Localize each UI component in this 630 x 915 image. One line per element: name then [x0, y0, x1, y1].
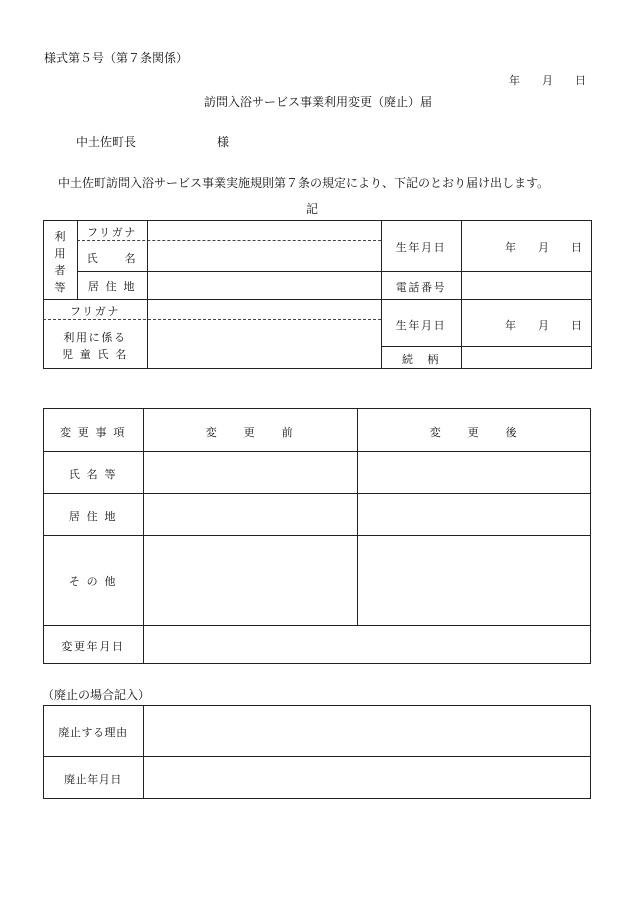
abolition-note: （廃止の場合記入） — [42, 688, 151, 702]
change-item-header: 変 更 事 項 — [59, 426, 127, 439]
relation-label: 続 柄 — [402, 353, 440, 366]
other-after-field[interactable] — [358, 536, 590, 625]
abolition-reason-label: 廃止する理由 — [58, 726, 128, 739]
name-label: 氏 名 — [86, 252, 138, 265]
applicant-phone-field[interactable] — [462, 272, 591, 299]
form-number: 様式第５号（第７条関係） — [44, 51, 189, 65]
child-name-label-1: 利用に係る — [63, 331, 127, 344]
change-after-header: 変 更 後 — [429, 426, 519, 439]
honorific: 様 — [217, 135, 230, 149]
body-text: 中土佐町訪問入浴サービス事業実施規則第７条の規定により、下記のとおり届け出します。 — [58, 176, 550, 190]
abolition-reason-field[interactable] — [144, 706, 590, 756]
submission-date: 年 月 日 — [509, 74, 586, 87]
change-row-address: 居 住 地 — [68, 510, 118, 523]
abolition-date-label: 廃止年月日 — [64, 773, 122, 786]
address-before-field[interactable] — [144, 494, 356, 535]
address-after-field[interactable] — [358, 494, 590, 535]
other-before-field[interactable] — [144, 536, 356, 625]
phone-label: 電話番号 — [395, 281, 447, 294]
document-title: 訪問入浴サービス事業利用変更（廃止）届 — [204, 95, 433, 109]
applicant-name-field[interactable] — [148, 241, 380, 271]
change-row-date: 変更年月日 — [61, 640, 125, 653]
birth-value: 年 月 日 — [505, 241, 582, 254]
applicant-furigana-field[interactable] — [148, 221, 380, 240]
furigana-label: フリガナ — [86, 226, 138, 239]
abolition-date-field[interactable] — [144, 757, 590, 798]
ki-label: 記 — [306, 202, 319, 216]
name-after-field[interactable] — [358, 452, 590, 493]
child-name-field[interactable] — [148, 300, 380, 368]
applicant-group-label: 利用者等 — [54, 230, 66, 294]
name-before-field[interactable] — [144, 452, 356, 493]
applicant-address-field[interactable] — [148, 272, 380, 299]
birth-label: 生年月日 — [395, 241, 447, 254]
change-row-name: 氏 名 等 — [68, 468, 118, 481]
relation-field[interactable] — [462, 347, 591, 368]
change-before-header: 変 更 前 — [205, 426, 295, 439]
change-date-field[interactable] — [144, 626, 590, 663]
addressee: 中土佐町長 — [76, 135, 137, 149]
address-label: 居 住 地 — [87, 280, 137, 293]
child-birth-value: 年 月 日 — [505, 319, 582, 332]
change-row-other: そ の 他 — [68, 575, 118, 588]
child-furigana-label: フリガナ — [69, 305, 121, 318]
child-name-label-2: 児 童 氏 名 — [61, 348, 129, 361]
child-birth-label: 生年月日 — [395, 319, 447, 332]
